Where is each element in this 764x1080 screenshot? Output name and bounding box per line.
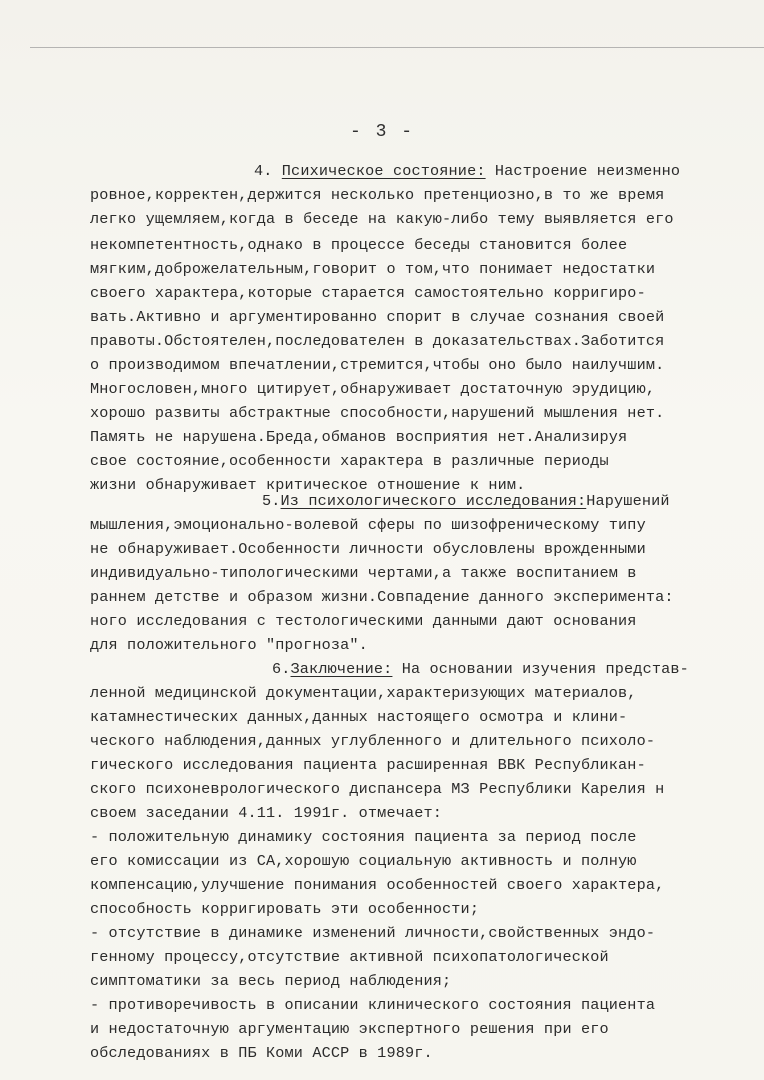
text-segment: компенсацию,улучшение понимания особенностей своего характера, <box>90 876 665 894</box>
text-segment: 4. <box>254 162 282 180</box>
text-line <box>90 684 637 702</box>
text-line <box>254 162 680 180</box>
text-segment: обследованиях в ПБ Коми АССР в 1989г. <box>90 1044 433 1062</box>
text-segment: своем заседании 4.11. 1991г. отмечает: <box>90 804 443 822</box>
text-line <box>90 332 664 350</box>
section-heading: Заключение: <box>290 660 393 678</box>
text-line <box>90 356 664 374</box>
text-line <box>90 564 637 582</box>
text-segment: гического исследования пациента расширенная ВВК Республикан- <box>90 756 646 774</box>
text-line <box>90 996 655 1014</box>
text-segment: ного исследования с тестологическими данными дают основания <box>90 612 637 630</box>
text-line <box>90 404 664 422</box>
text-line <box>90 284 646 302</box>
text-segment: Многословен,много цитирует,обнаруживает достаточную эрудицию, <box>90 380 656 398</box>
text-line <box>90 260 655 278</box>
text-line <box>90 428 627 446</box>
text-segment: - отсутствие в динамике изменений личности,свойственных эндо- <box>90 924 656 942</box>
text-line <box>90 876 664 894</box>
text-segment: вать.Активно и аргументированно спорит в случае сознания своей <box>90 308 665 326</box>
text-line <box>90 708 627 726</box>
text-line <box>90 210 674 228</box>
text-segment: для положительного "прогноза". <box>90 636 368 654</box>
text-line <box>90 1044 433 1062</box>
text-segment: некомпетентность,однако в процессе беседы становится более <box>90 236 628 254</box>
text-segment: - положительную динамику состояния пациента за период после <box>90 828 637 846</box>
text-segment: легко ущемляем,когда в беседе на какую-либо тему выявляется его <box>90 210 674 228</box>
text-line <box>90 828 637 846</box>
text-segment: - противоречивость в описании клинического состояния пациента <box>90 996 656 1014</box>
text-line <box>90 236 627 254</box>
text-segment: 6. <box>272 660 291 678</box>
text-segment: Настроение неизменно <box>485 162 681 180</box>
text-segment: способность корригировать эти особенности; <box>90 900 480 918</box>
text-segment: о производимом впечатлении,стремится,чтобы оно было наилучшим. <box>90 356 665 374</box>
text-segment: Память не нарушена.Бреда,обманов восприятия нет.Анализируя <box>90 428 628 446</box>
text-line <box>90 804 442 822</box>
text-line <box>90 900 479 918</box>
section-heading: Психическое состояние: <box>281 162 486 180</box>
text-segment: своего характера,которые старается самостоятельно корригиро- <box>90 284 646 302</box>
text-line <box>90 588 674 606</box>
page-number: - 3 - <box>350 122 415 142</box>
text-line <box>90 924 655 942</box>
text-segment: раннем детстве и образом жизни.Совпадение данного эксперимента: <box>90 588 674 606</box>
text-segment: мягким,доброжелательным,говорит о том,что понимает недостатки <box>90 260 656 278</box>
section-heading: Из психологического исследования: <box>280 492 587 510</box>
text-segment: ленной медицинской документации,характеризующих материалов, <box>90 684 637 702</box>
text-segment: 5. <box>262 492 281 510</box>
text-segment: На основании изучения представ- <box>392 660 689 678</box>
text-line <box>90 308 664 326</box>
text-segment: мышления,эмоционально-волевой сферы по шизофреническому типу <box>90 516 646 534</box>
text-line <box>90 756 646 774</box>
text-segment: ского психоневрологического диспансера МЗ Республики Карелия н <box>90 780 665 798</box>
text-line <box>90 516 646 534</box>
text-segment: хорошо развиты абстрактные способности,нарушений мышления нет. <box>90 404 665 422</box>
text-line <box>90 780 664 798</box>
text-segment: и недостаточную аргументацию экспертного решения при его <box>90 1020 609 1038</box>
text-line <box>90 732 655 750</box>
text-line <box>90 636 368 654</box>
text-line <box>90 972 451 990</box>
text-segment: не обнаруживает.Особенности личности обусловлены врожденными <box>90 540 646 558</box>
text-line <box>90 612 637 630</box>
text-segment: Нарушений <box>586 492 670 510</box>
text-line <box>90 540 646 558</box>
text-line <box>90 186 664 204</box>
text-line <box>272 660 689 678</box>
text-line <box>262 492 670 510</box>
text-line <box>90 380 655 398</box>
text-segment: свое состояние,особенности характера в различные периоды <box>90 452 609 470</box>
text-line <box>90 452 609 470</box>
text-segment: генному процессу,отсутствие активной психопатологической <box>90 948 609 966</box>
text-segment: симптоматики за весь период наблюдения; <box>90 972 452 990</box>
text-line <box>90 1020 609 1038</box>
text-segment: жизни обнаруживает критическое отношение к ним. <box>90 476 526 494</box>
text-segment: ческого наблюдения,данных углубленного и длительного психоло- <box>90 732 656 750</box>
text-segment: индивидуально-типологическими чертами,а также воспитанием в <box>90 564 637 582</box>
text-segment: ровное,корректен,держится несколько претенциозно,в то же время <box>90 186 665 204</box>
text-line <box>90 948 609 966</box>
text-segment: катамнестических данных,данных настоящего осмотра и клини- <box>90 708 628 726</box>
text-line <box>90 852 637 870</box>
text-segment: правоты.Обстоятелен,последователен в доказательствах.Заботится <box>90 332 665 350</box>
text-segment: его комиссации из СА,хорошую социальную активность и полную <box>90 852 637 870</box>
